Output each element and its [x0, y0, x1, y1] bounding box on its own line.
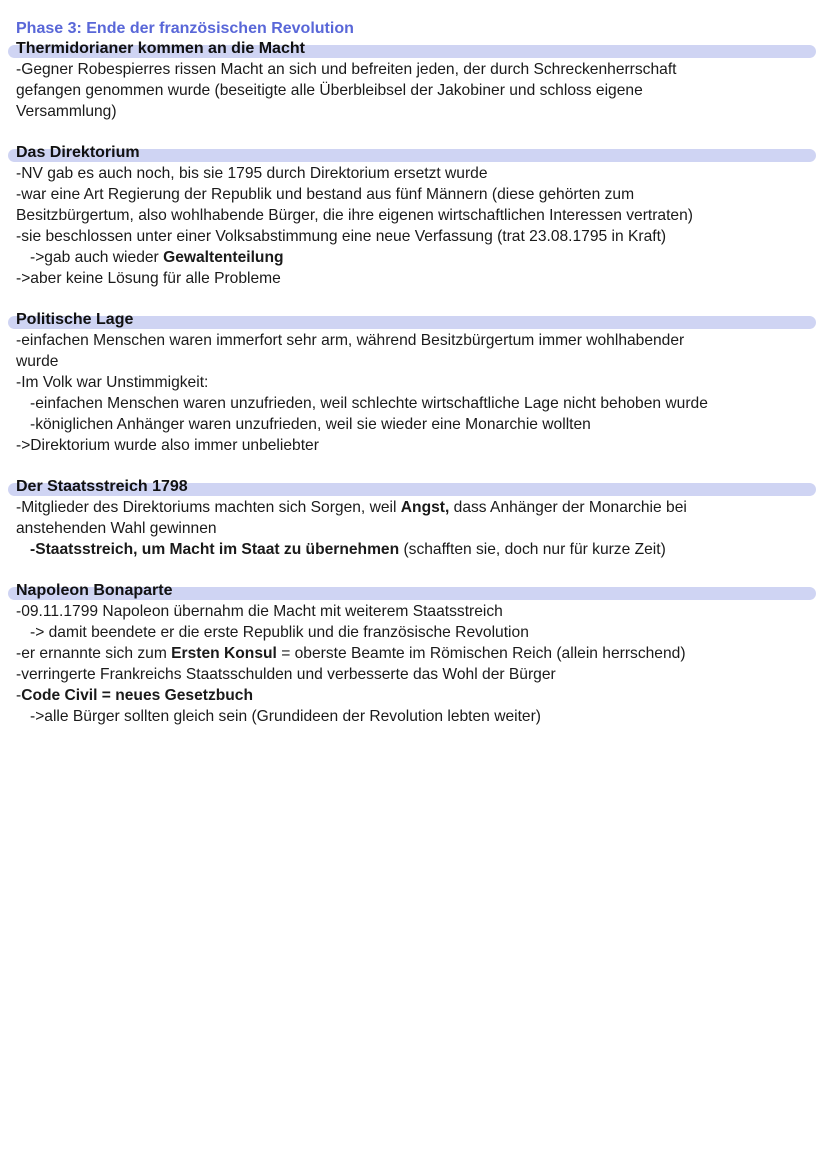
- section-politische-lage: [16, 310, 828, 456]
- bold-term: Ersten Konsul: [171, 645, 277, 662]
- section-heading: [16, 581, 828, 601]
- bold-term: Code Civil = neues Gesetzbuch: [21, 687, 254, 704]
- text-segment: -: [16, 687, 22, 704]
- text-line: ->aber keine Lösung für alle Probleme: [16, 270, 281, 287]
- section-thermidorianer: [16, 39, 828, 122]
- bold-term: -Staatsstreich, um Macht im Staat zu übernehmen: [30, 541, 400, 558]
- text-segment: -Mitglieder des Direktoriums machten sich Sorgen, weil: [16, 499, 401, 516]
- section-staatsstreich: [16, 477, 828, 560]
- heading-text: Thermidorianer kommen an die Macht: [16, 40, 305, 57]
- text-segment: = oberste Beamte im Römischen Reich (allein herrschend): [276, 645, 686, 662]
- text-line: [16, 685, 828, 706]
- heading-text: Das Direktorium: [16, 144, 140, 161]
- text-line: [16, 247, 828, 268]
- text-line: ->Direktorium wurde also immer unbeliebter: [16, 437, 319, 454]
- text-segment: ->gab auch wieder: [30, 249, 164, 266]
- bold-term: Angst,: [400, 499, 450, 516]
- text-line: -> damit beendete er die erste Republik und die französische Revolution: [30, 624, 529, 641]
- text-line: gefangen genommen wurde (beseitigte alle Überbleibsel der Jakobiner und schloss eigene: [16, 82, 643, 99]
- section-napoleon: [16, 581, 828, 727]
- text-segment: (schafften sie, doch nur für kurze Zeit): [399, 541, 666, 558]
- text-line: -sie beschlossen unter einer Volksabstimmung eine neue Verfassung (trat 23.08.1795 in Kraft): [16, 228, 667, 245]
- section-direktorium: [16, 143, 828, 289]
- text-segment: -er ernannte sich zum: [16, 645, 172, 662]
- heading-text: Napoleon Bonaparte: [16, 582, 173, 599]
- text-line: -Gegner Robespierres rissen Macht an sich und befreiten jeden, der durch Schreckenherrschaft: [16, 61, 677, 78]
- text-line: -königlichen Anhänger waren unzufrieden, weil sie wieder eine Monarchie wollten: [30, 416, 591, 433]
- text-line: -verringerte Frankreichs Staatsschulden und verbesserte das Wohl der Bürger: [16, 666, 556, 683]
- text-line: anstehenden Wahl gewinnen: [16, 520, 217, 537]
- text-line: -Im Volk war Unstimmigkeit:: [16, 374, 209, 391]
- section-heading: [16, 477, 828, 497]
- text-segment: dass Anhänger der Monarchie bei: [449, 499, 687, 516]
- text-line: -einfachen Menschen waren unzufrieden, weil schlechte wirtschaftliche Lage nicht behoben wurde: [30, 395, 708, 412]
- section-heading: [16, 39, 828, 59]
- heading-text: Politische Lage: [16, 311, 134, 328]
- text-line: -einfachen Menschen waren immerfort sehr arm, während Besitzbürgertum immer wohlhabender: [16, 332, 685, 349]
- text-line: wurde: [16, 353, 59, 370]
- text-line: Versammlung): [16, 103, 117, 120]
- text-line: Besitzbürgertum, also wohlhabende Bürger, die ihre eigenen wirtschaftlichen Interessen vertraten): [16, 207, 693, 224]
- text-line: [16, 643, 828, 664]
- text-line: -NV gab es auch noch, bis sie 1795 durch Direktorium ersetzt wurde: [16, 165, 488, 182]
- section-heading: [16, 310, 828, 330]
- text-line: [16, 539, 828, 560]
- text-line: ->alle Bürger sollten gleich sein (Grundideen der Revolution lebten weiter): [30, 708, 541, 725]
- text-line: [16, 497, 828, 518]
- heading-text: Der Staatsstreich 1798: [16, 478, 188, 495]
- bold-term: Gewaltenteilung: [163, 249, 284, 266]
- text-line: -war eine Art Regierung der Republik und bestand aus fünf Männern (diese gehörten zum: [16, 186, 635, 203]
- text-line: -09.11.1799 Napoleon übernahm die Macht mit weiterem Staatsstreich: [16, 603, 503, 620]
- section-heading: [16, 143, 828, 163]
- phase-title: Phase 3: Ende der französischen Revolution: [16, 20, 354, 37]
